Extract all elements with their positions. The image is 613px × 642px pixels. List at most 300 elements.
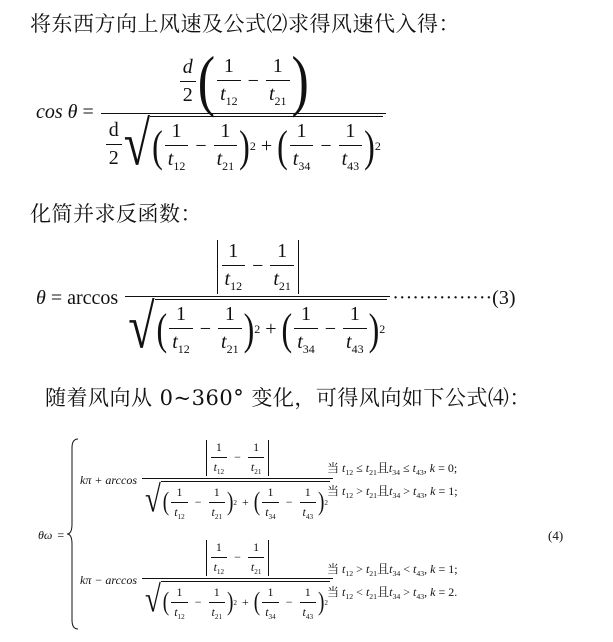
radicand (155, 299, 388, 357)
numerator (173, 485, 185, 502)
subscript: 21 (369, 468, 377, 478)
comma: , (423, 461, 427, 475)
numerator (302, 485, 314, 502)
time-variable (225, 268, 243, 294)
time-variable (174, 505, 185, 521)
numerator (217, 120, 233, 145)
operator: − (194, 495, 202, 510)
paren: ) (227, 587, 234, 617)
subscript: 34 (268, 512, 276, 521)
fraction (262, 585, 279, 621)
operator: + (260, 135, 273, 158)
and: 且 (377, 585, 390, 599)
comparison-1: > (356, 484, 363, 498)
subscript: 34 (392, 468, 401, 478)
denominator (171, 502, 188, 521)
numeral-one: 1 (215, 540, 222, 554)
paren: ) (243, 303, 255, 355)
time-variable (265, 605, 276, 621)
operator: − (324, 318, 337, 341)
numeral-one: 1 (253, 440, 260, 454)
t: t (297, 330, 303, 353)
k-value: 1 (448, 562, 455, 576)
subscript: 21 (274, 93, 287, 108)
subscript: 21 (254, 567, 262, 576)
numeral-one: 1 (224, 302, 235, 325)
t: t (413, 484, 417, 498)
paren: ( (253, 587, 261, 617)
comma: , (424, 484, 428, 498)
time-variable (265, 505, 276, 521)
fraction (211, 440, 228, 476)
condition-2 (327, 482, 458, 500)
subscript: 21 (369, 491, 378, 501)
k-value: 0 (447, 461, 454, 475)
fraction (209, 485, 226, 521)
t: t (268, 82, 275, 105)
absolute-value (206, 440, 270, 476)
numerator (203, 440, 273, 478)
when: 当 (327, 484, 340, 498)
exponent: 2 (379, 322, 386, 337)
denominator (262, 602, 279, 621)
k-value: 1 (448, 484, 455, 498)
fraction (169, 303, 193, 357)
exponent: 2 (374, 139, 381, 154)
subscript: 34 (268, 612, 276, 621)
fraction (339, 120, 363, 174)
k: k (430, 484, 436, 498)
numerator (214, 240, 302, 296)
fraction (171, 585, 188, 621)
fraction (300, 485, 317, 521)
paren: ) (318, 487, 325, 517)
paren: ) (239, 120, 250, 172)
time-variable (273, 268, 291, 294)
t: t (273, 268, 279, 290)
time-variable (214, 560, 225, 576)
numerator (264, 585, 276, 602)
numerator (203, 540, 273, 578)
absolute-value (217, 240, 299, 294)
numeral-one: 1 (267, 584, 274, 599)
numeral-one: 1 (300, 302, 311, 325)
numeral-one: 1 (175, 302, 186, 325)
exponent: 2 (233, 598, 238, 607)
t: t (292, 148, 299, 170)
subscript: 12 (173, 158, 186, 173)
equation-label: (3) (492, 286, 516, 309)
equation-cos-theta (36, 44, 388, 179)
denominator (214, 145, 238, 174)
condition-4 (327, 583, 457, 601)
subscript: 12 (216, 467, 225, 476)
equation-4-lhs (38, 528, 69, 543)
time-variable (174, 605, 185, 621)
equals: = (438, 562, 446, 576)
denominator (165, 145, 189, 174)
operator: − (234, 550, 241, 565)
denominator (211, 457, 228, 476)
numerator (213, 540, 225, 557)
numeral-one: 1 (304, 584, 311, 599)
t: t (342, 461, 346, 475)
t: t (342, 562, 346, 576)
condition-3 (327, 560, 458, 578)
t: t (265, 504, 269, 519)
numerator (347, 303, 363, 328)
radicand (161, 581, 330, 621)
left-brace-icon (66, 438, 80, 630)
paren: ( (152, 120, 163, 172)
time-variable (389, 484, 401, 501)
time-variable (214, 460, 225, 476)
t: t (211, 504, 215, 519)
fraction (300, 585, 317, 621)
comma: , (424, 562, 428, 576)
k: k (430, 562, 436, 576)
time-variable (217, 148, 235, 174)
k: k (430, 585, 436, 599)
subscript: 12 (225, 93, 238, 108)
numeral-one: 1 (304, 484, 311, 499)
t: t (302, 504, 306, 519)
paren: ) (318, 587, 325, 617)
operator: − (195, 135, 207, 158)
time-variable (389, 562, 401, 579)
time-variable (303, 505, 314, 521)
numerator (211, 585, 223, 602)
numeral-one: 1 (345, 120, 356, 142)
t: t (172, 330, 178, 353)
time-variable (365, 585, 378, 602)
fraction (270, 240, 294, 294)
t: t (413, 562, 417, 576)
numerator (180, 56, 196, 81)
square-root (123, 109, 383, 179)
numeral-one: 1 (220, 120, 231, 142)
paren: ) (291, 44, 309, 119)
time-variable (168, 148, 186, 174)
denominator (248, 457, 265, 476)
operator: − (320, 135, 332, 158)
time-variable (389, 585, 401, 602)
fraction (290, 120, 314, 174)
t: t (220, 82, 226, 105)
denominator (300, 502, 317, 521)
numerator (169, 120, 185, 145)
denominator (270, 265, 294, 294)
t: t (213, 460, 217, 474)
operator: − (199, 318, 212, 341)
paren: ) (227, 487, 234, 517)
numeral-one: 1 (213, 484, 220, 499)
and: 且 (377, 484, 390, 498)
subscript: 34 (392, 592, 401, 602)
t: t (221, 330, 227, 353)
time-variable (251, 560, 262, 576)
denominator (142, 478, 333, 521)
time-variable (413, 484, 425, 501)
end-punct: ; (454, 562, 458, 576)
t: t (389, 562, 393, 576)
t: t (389, 484, 393, 498)
square-root (145, 481, 330, 521)
fraction (248, 540, 265, 576)
t: t (388, 461, 393, 475)
fraction (106, 119, 122, 170)
when: 当 (327, 461, 340, 475)
equals: = (438, 484, 446, 498)
numeral-one: 1 (215, 440, 222, 454)
subscript: 43 (347, 158, 360, 173)
fraction (218, 303, 242, 357)
paren: ) (364, 120, 375, 172)
numeral-one: 1 (253, 540, 260, 554)
t: t (342, 484, 346, 498)
t: t (174, 604, 178, 619)
numerator (211, 485, 223, 502)
time-variable (251, 460, 262, 476)
numeral-one: 1 (296, 120, 307, 142)
numerator (175, 44, 312, 119)
operator: = (50, 286, 63, 309)
subscript: 43 (415, 468, 424, 478)
time-variable (342, 562, 354, 579)
numeral-one: 1 (277, 240, 288, 262)
d: d (182, 56, 193, 78)
operator: − (194, 595, 202, 610)
arccos: arccos (67, 286, 119, 309)
radical-sign: √ (144, 479, 161, 522)
exponent: 2 (324, 598, 329, 607)
end-punct: . (454, 585, 458, 599)
t: t (302, 604, 306, 619)
time-variable (293, 148, 311, 174)
denominator (180, 81, 196, 107)
subscript: 12 (177, 512, 185, 521)
comparison-2: > (403, 484, 411, 498)
denominator (209, 502, 226, 521)
fraction (142, 440, 333, 521)
fraction (294, 303, 318, 357)
numerator (173, 303, 189, 328)
fraction (171, 485, 188, 521)
t: t (342, 585, 346, 599)
subscript: 21 (214, 612, 223, 621)
k-pi-plus-arccos: kπ + arccos (80, 472, 137, 487)
operator: − (234, 450, 241, 465)
denominator (211, 557, 228, 576)
numerator (213, 440, 225, 457)
time-variable (388, 461, 401, 478)
fraction (211, 540, 228, 576)
subscript: 12 (216, 567, 225, 576)
t: t (224, 268, 231, 290)
denominator (339, 145, 363, 174)
numerator (221, 55, 237, 80)
subscript: 43 (416, 569, 425, 579)
denominator (171, 602, 188, 621)
time-variable (342, 148, 360, 174)
subscript: 43 (305, 612, 314, 621)
equation-4-case-2 (80, 540, 335, 621)
radicand (161, 481, 330, 521)
comparison-2: ≤ (403, 461, 410, 475)
t: t (346, 330, 352, 353)
numerator (106, 119, 122, 144)
numeral-one: 1 (223, 54, 234, 77)
operator: + (265, 318, 277, 341)
comparison-2: < (403, 562, 411, 576)
t: t (211, 604, 215, 619)
t: t (213, 560, 217, 574)
equals: = (57, 528, 65, 542)
numerator (342, 120, 358, 145)
paren: ( (162, 587, 170, 617)
numerator (264, 485, 276, 502)
denominator (218, 328, 242, 357)
numerator (302, 585, 314, 602)
subscript: 43 (305, 512, 314, 521)
end-punct: ; (453, 461, 458, 475)
subscript: 34 (302, 341, 315, 356)
comparison-1: ≤ (356, 461, 363, 475)
time-variable (342, 461, 354, 478)
fraction (180, 56, 196, 107)
exponent: 2 (249, 139, 256, 154)
time-variable (220, 83, 238, 109)
paren: ( (156, 303, 168, 355)
time-variable (212, 605, 223, 621)
denominator (343, 328, 367, 357)
subscript: 34 (392, 569, 401, 579)
denominator (266, 80, 290, 109)
fraction (248, 440, 265, 476)
denominator (209, 602, 226, 621)
subscript: 12 (177, 341, 190, 356)
equation-3 (36, 240, 516, 362)
t: t (250, 460, 255, 474)
numerator (250, 440, 262, 457)
cos-theta: cos θ (36, 101, 78, 124)
time-variable (342, 484, 354, 501)
t: t (389, 585, 393, 599)
end-punct: ; (454, 484, 458, 498)
t: t (216, 148, 223, 170)
dot-leader: ··············· (392, 286, 493, 309)
equals: = (438, 585, 446, 599)
numerator (225, 240, 241, 265)
subscript: 12 (345, 592, 354, 602)
denominator (142, 578, 333, 621)
comparison-1: > (356, 562, 363, 576)
fraction (142, 540, 333, 621)
theta: θ (36, 286, 46, 309)
t: t (167, 148, 174, 170)
equation-4-case-1 (80, 440, 335, 521)
equals: = (438, 461, 445, 475)
k-pi-minus-arccos: kπ − arccos (80, 572, 137, 587)
exponent: 2 (233, 498, 238, 507)
paren: ) (368, 303, 380, 355)
and: 且 (376, 461, 389, 475)
exponent: 2 (324, 498, 329, 507)
subscript: 34 (298, 158, 311, 173)
t: t (174, 504, 178, 519)
t: t (365, 484, 370, 498)
subscript: 21 (254, 467, 262, 476)
numeral-one: 1 (272, 54, 283, 77)
intro-text-1: 将东西方向上风速及公式⑵求得风速代入得： (30, 12, 460, 36)
two: 2 (182, 84, 193, 106)
time-variable (221, 331, 239, 357)
denominator (248, 557, 265, 576)
t: t (365, 585, 370, 599)
subscript: 43 (416, 491, 425, 501)
t: t (265, 604, 269, 619)
fraction (214, 120, 238, 174)
time-variable (342, 585, 354, 602)
paren: ( (277, 120, 288, 172)
denominator (217, 80, 241, 109)
operator: + (242, 495, 249, 510)
subscript: 12 (345, 491, 354, 501)
when: 当 (327, 562, 340, 576)
subscript: 43 (416, 592, 425, 602)
theta-omega: θω (38, 528, 53, 542)
time-variable (172, 331, 190, 357)
subscript: 12 (177, 612, 185, 621)
t: t (412, 461, 416, 475)
paren: ( (253, 487, 261, 517)
numeral-one: 1 (213, 584, 220, 599)
numeral-one: 1 (267, 484, 274, 499)
when: 当 (327, 585, 340, 599)
numerator (250, 540, 262, 557)
denominator (106, 144, 122, 170)
fraction (125, 240, 390, 362)
time-variable (303, 605, 314, 621)
operator: − (247, 70, 259, 92)
denominator (169, 328, 193, 357)
time-variable (346, 331, 364, 357)
numeral-one: 1 (176, 584, 183, 599)
radical-sign: √ (123, 109, 151, 179)
square-root (128, 292, 387, 362)
time-variable (297, 331, 315, 357)
numeral-one: 1 (176, 484, 183, 499)
t: t (365, 461, 370, 475)
fraction (343, 303, 367, 357)
denominator (101, 109, 386, 179)
paren: ( (162, 487, 170, 517)
numerator (294, 120, 310, 145)
d: d (108, 119, 119, 142)
absolute-value (206, 540, 270, 576)
operator: − (285, 595, 293, 610)
denominator (294, 328, 318, 357)
denominator (222, 265, 246, 294)
k-value: 2 (448, 585, 455, 599)
equation-4-label: (4) (548, 528, 564, 543)
t: t (365, 562, 370, 576)
subscript: 12 (345, 569, 354, 579)
radical-sign: √ (144, 579, 161, 622)
fraction (101, 44, 386, 179)
comma: , (424, 585, 428, 599)
fraction (165, 120, 189, 174)
